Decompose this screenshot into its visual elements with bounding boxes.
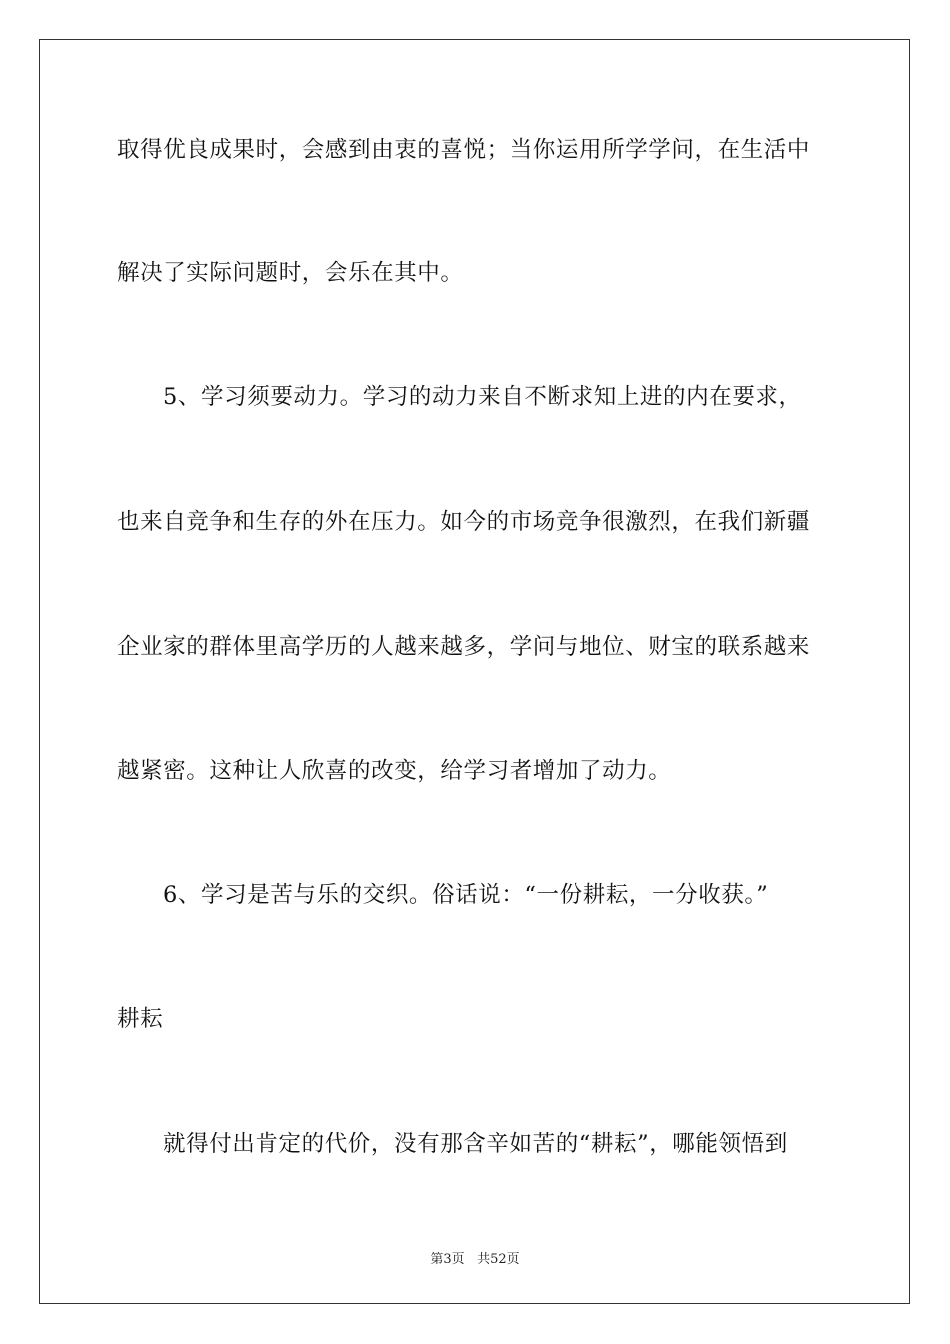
- page-border: [39, 39, 910, 1304]
- paragraph-line: 越紧密。这种让人欣喜的改变，给学习者增加了动力。: [117, 758, 672, 784]
- page-total: 共52页: [477, 1252, 520, 1267]
- paragraph-line: 取得优良成果时，会感到由衷的喜悦；当你运用所学学问，在生活中: [117, 137, 811, 163]
- paragraph-line: 耕耘: [117, 1006, 164, 1032]
- paragraph-line: 5、学习须要动力。学习的动力来自不断求知上进的内在要求，: [163, 384, 802, 410]
- paragraph-line: 企业家的群体里高学历的人越来越多，学问与地位、财宝的联系越来: [117, 634, 811, 660]
- paragraph-line: 6、学习是苦与乐的交织。俗话说：“一份耕耘，一分收获。”: [163, 882, 769, 908]
- paragraph-line: 也来自竞争和生存的外在压力。如今的市场竞争很激烈，在我们新疆: [117, 509, 811, 535]
- paragraph-line: 就得付出肯定的代价，没有那含辛如苦的“耕耘”，哪能领悟到: [163, 1131, 788, 1157]
- page-footer: [0, 1248, 950, 1267]
- paragraph-line: 解决了实际问题时，会乐在其中。: [117, 260, 464, 286]
- page-number: 第3页: [430, 1252, 465, 1267]
